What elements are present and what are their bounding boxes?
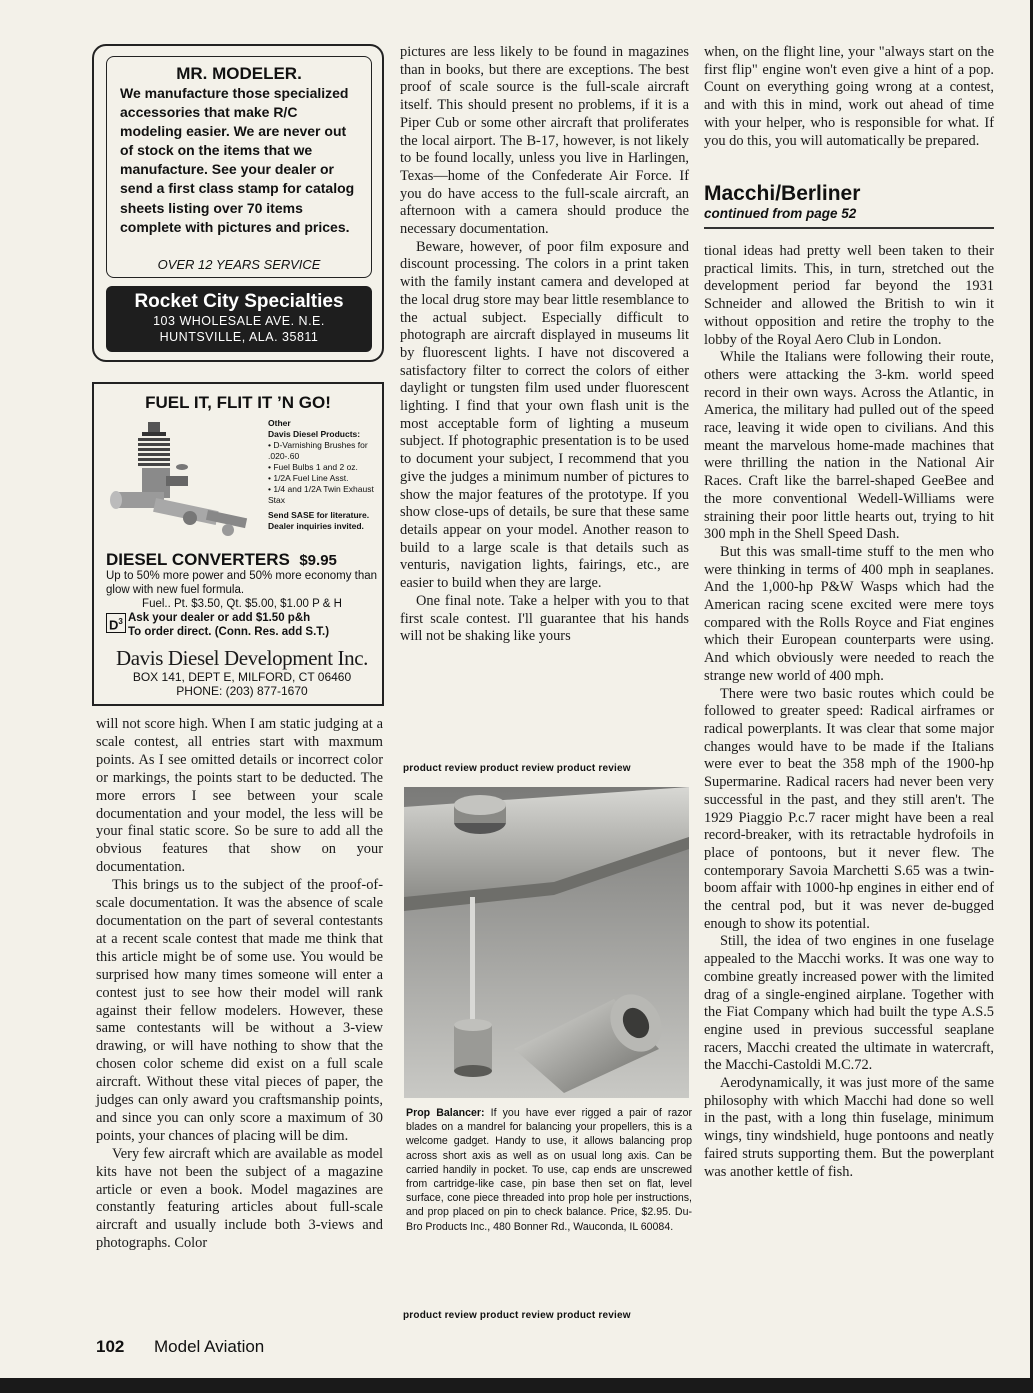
ad-davis-products-header-1: Other [268,418,291,428]
ad-davis-dealer: Dealer inquiries invited. [268,521,364,531]
macchi-divider [704,227,994,229]
macchi-heading: Macchi/Berliner [704,182,861,205]
ad-davis-sase: Send SASE for literature. [268,510,370,520]
article-left-column [96,716,383,1253]
prop-balancer-photo [404,787,689,1098]
article-paragraph: Very few aircraft which are available as model kits have not been the subject of a magazine article or even a book. Model magazines are constantly featuring articles about full-scale aircraft and usually include both 3-views and photographs. Color [96,1145,383,1252]
macchi-article [704,243,994,1181]
article-paragraph: Beware, however, of poor film exposure and discount processing. The colors in a print taken with the family instant camera and developed at the local drug store may bear little resemblance to the actual subject. Especially difficult to photograph are aircraft displayed in museums lit by fluorescent lights. I have not discovered a satisfactory filter to correct the colors of either daylight or tungsten film used under fluorescent lighting. I find that your own flash unit is the most acceptable form of lighting a museum subject. If photographic presentation is to be used to document your subject, I recommend that you give the judges a minimum number of pictures to show the major features of the prototype. If you show close-ups of details, be sure that these same details appear on your model. Another reason to build to a large scale is that details such as venturis, navigation lights, fairings, etc., are easier to build when they are large. [400,238,689,592]
ad-davis-address-block [104,670,380,698]
article-paragraph: One final note. Take a helper with you to that first scale contest. I'll guarantee that his hands will not be shaking like yours [400,592,689,645]
ad-davis-text-4: To order direct. (Conn. Res. add S.T.) [128,626,330,638]
ad-rocket-city-years: OVER 12 YEARS SERVICE [157,257,321,272]
ad-davis-product-item: • 1/2A Fuel Line Asst. [268,473,349,483]
article-paragraph: Aerodynamically, it was just more of the same philosophy with which Macchi had done so well in the past, with a long thin fuselage, minimum wings, tiny windshield, huge pontoons and neatly faired struts supporting them. But the powerplant was another kettle of fish. [704,1075,994,1180]
product-review-caption-text: If you have ever rigged a pair of razor blades on a mandrel for balancing your propellers, this is a welcome gadget. Handy to use, it allows balancing prop across short axis as well as on usual long axis. Can be carried handily in pocket. To use, cap ends are unscrewed from cartridge-like case, pin base then set on flat, level surface, cone piece threaded into prop hole per instructions, and prop placed on pin to check balance. Price, $2.95. Du-Bro Products Inc., 480 Bonner Rd., Wauconda, IL 60084. [406,1107,692,1233]
ad-davis-company: Davis Diesel Development Inc. [116,646,368,670]
article-paragraph: There were two basic routes which could be followed to greater speed: Radical airframes or radical powerplants. It was clear that some major changes would have to be made if the Italians were ever to beat the 358 mph of the 1900-hp Supermarine. Radical racers had never been very successful in the past, and they still aren't. The 1929 Piaggio P.c.7 racer might have been a real record-breaker, with its retractable hydrofoils in place of pontoons, but it never flew. The contemporary Savoia Marchetti S.65 was a twin-boom affair with 1000-hp engines in either end of the central pod, but it was never de-bugged enough to show its potential. [704,685,994,932]
ad-davis-d3-logo [106,613,126,633]
article-middle-column [400,44,689,646]
product-review-caption [406,1106,692,1234]
product-review-caption-lead: Prop Balancer: [406,1107,485,1119]
ad-davis-text-2: Fuel.. Pt. $3.50, Qt. $5.00, $1.00 P & H [142,598,342,610]
ad-davis-d3-superscript: 3 [118,617,123,626]
ad-davis-products-header-2: Davis Diesel Products: [268,429,361,439]
article-paragraph: This brings us to the subject of the proof-of-scale documentation. It was the absence of scale documentation on the part of several contestants at a recent scale contest that made me think that this article might be of some use. You would be surprised how many times someone will enter a contest just to see how their model will rank against their fellow modelers. However, these same contestants will be without a 3-view drawing, or will have nothing to show that the chosen color scheme did exist on a full scale aircraft. Without these vital pieces of paper, the judges can only award you craftsmanship points, and since you can only score a maximum of 30 points, your chances of placing will be dim. [96,877,383,1144]
article-paragraph: pictures are less likely to be found in magazines than in books, but there are exceptions. The best proof of scale source is the full-scale aircraft itself. This should present no problems, if it is a Piper Cub or some other aircraft that proliferates the local airport. The B-17, however, is not likely to be found locally, unless you live in Harlingen, Texas—home of the Confederate Air Force. If you do have access to the full-scale aircraft, an afternoon with a camera should produce the necessary documentation. [400,44,689,238]
ad-davis-product-item: • Fuel Bulbs 1 and 2 oz. [268,462,358,472]
magazine-name: Model Aviation [154,1337,265,1356]
article-right-column-top [704,44,994,150]
ad-davis-product-item: • 1/4 and 1/2A Twin Exhaust Stax [268,484,374,505]
article-paragraph: While the Italians were following their route, others were attacking the 3-km. world speed record in their own ways. Across the Atlantic, in America, the military had pulled out of the speed race, leaving it wide open to civilians. And this meant the marvelous home-made machines that were thrilling the nation in the National Air Races. Craft like the barrel-shaped GeeBee and the more conventional Wedell-Williams were straining their poor little hearts out, trying to hit 300 mph in the Shell Speed Dash. [704,349,994,543]
article-paragraph: will not score high. When I am static judging at a scale contest, all entries start with maxmum points. As I see omitted details or incorrect color or markings, the points start to be deducted. The more errors I see between your scale documentation and your model, the less will be your final static score. So be sure to add all the obvious features that show on your documentation. [96,716,383,876]
article-paragraph: But this was small-time stuff to the men who were thinking in terms of 400 mph in seaplanes. And the 1,000-hp P&W Wasps which had the American racing scene excited were mere toys compared with the Rolls Royce and Fiat engines which their European counterparts were using. And which obviously were needed to reach the strange new world of 400 mph. [704,543,994,684]
ad-rocket-city-address-1: 103 WHOLESALE AVE. N.E. [153,314,325,328]
product-review-label-bottom: product review product review product review [403,1310,631,1321]
ad-davis-price: $9.95 [299,552,337,569]
ad-rocket-city-company: Rocket City Specialties [134,291,344,312]
product-review-label-top: product review product review product review [403,763,631,774]
ad-rocket-city-company-block [106,286,372,352]
ad-rocket-city-title: MR. MODELER. [176,64,302,83]
ad-davis-title: FUEL IT, FLIT IT ’N GO! [145,393,331,412]
ad-davis-phone: PHONE: (203) 877-1670 [176,684,308,698]
ad-davis-text-3: Ask your dealer or add $1.50 p&h [128,612,311,624]
ad-rocket-city-address-2: HUNTSVILLE, ALA. 35811 [159,330,319,344]
article-paragraph: when, on the flight line, your "always start on the first flip" engine won't even give a hint of a pop. Count on everything going wrong at a contest, and with this in mind, work out ahead of time with your helper, who is responsible for what. If you do this, you will automatically be prepared. [704,44,994,149]
article-paragraph: tional ideas had pretty well been taken to their practical limits. This, in turn, stretched out the development period far beyond the 1931 Schneider and allowed the British to win it without opposition and retire the trophy to the lobby of the Royal Aero Club in London. [704,243,994,348]
ad-rocket-city-body: We manufacture those specialized accessories that make R/C modeling easier. We are never out of stock on the items that we manufacture. See your dealer or send a first class stamp for catalog sheets listing over 70 items complete with pictures and prices. [120,85,355,235]
ad-davis-address: BOX 141, DEPT E, MILFORD, CT 06460 [132,670,352,684]
diesel-engine-illustration [108,418,268,546]
ad-davis-order-block [106,611,378,639]
macchi-continued: continued from page 52 [704,206,857,221]
ad-davis-d3-letter: D [109,617,119,633]
ad-davis-product-item: • D-Varnishing Brushes for .020-.60 [268,440,368,461]
article-paragraph: Still, the idea of two engines in one fuselage appealed to the Macchi works. It was one way to combine greatly increased power with the limited drag of a single-engined airplane. Together with the Fiat Company which had built the type A.S.5 engine used in previous successful seaplane racers, Macchi created the ultimate in watercraft, the Macchi-Castoldi M.C.72. [704,933,994,1074]
ad-davis-heading-text: DIESEL CONVERTERS [106,550,290,569]
ad-davis-text [106,569,378,639]
ad-davis-heading [106,550,337,570]
page-number: 102 [96,1337,125,1356]
ad-davis-product-list [268,418,380,532]
ad-davis-text-1: Up to 50% more power and 50% more economy than glow with new fuel formula. [106,570,378,596]
